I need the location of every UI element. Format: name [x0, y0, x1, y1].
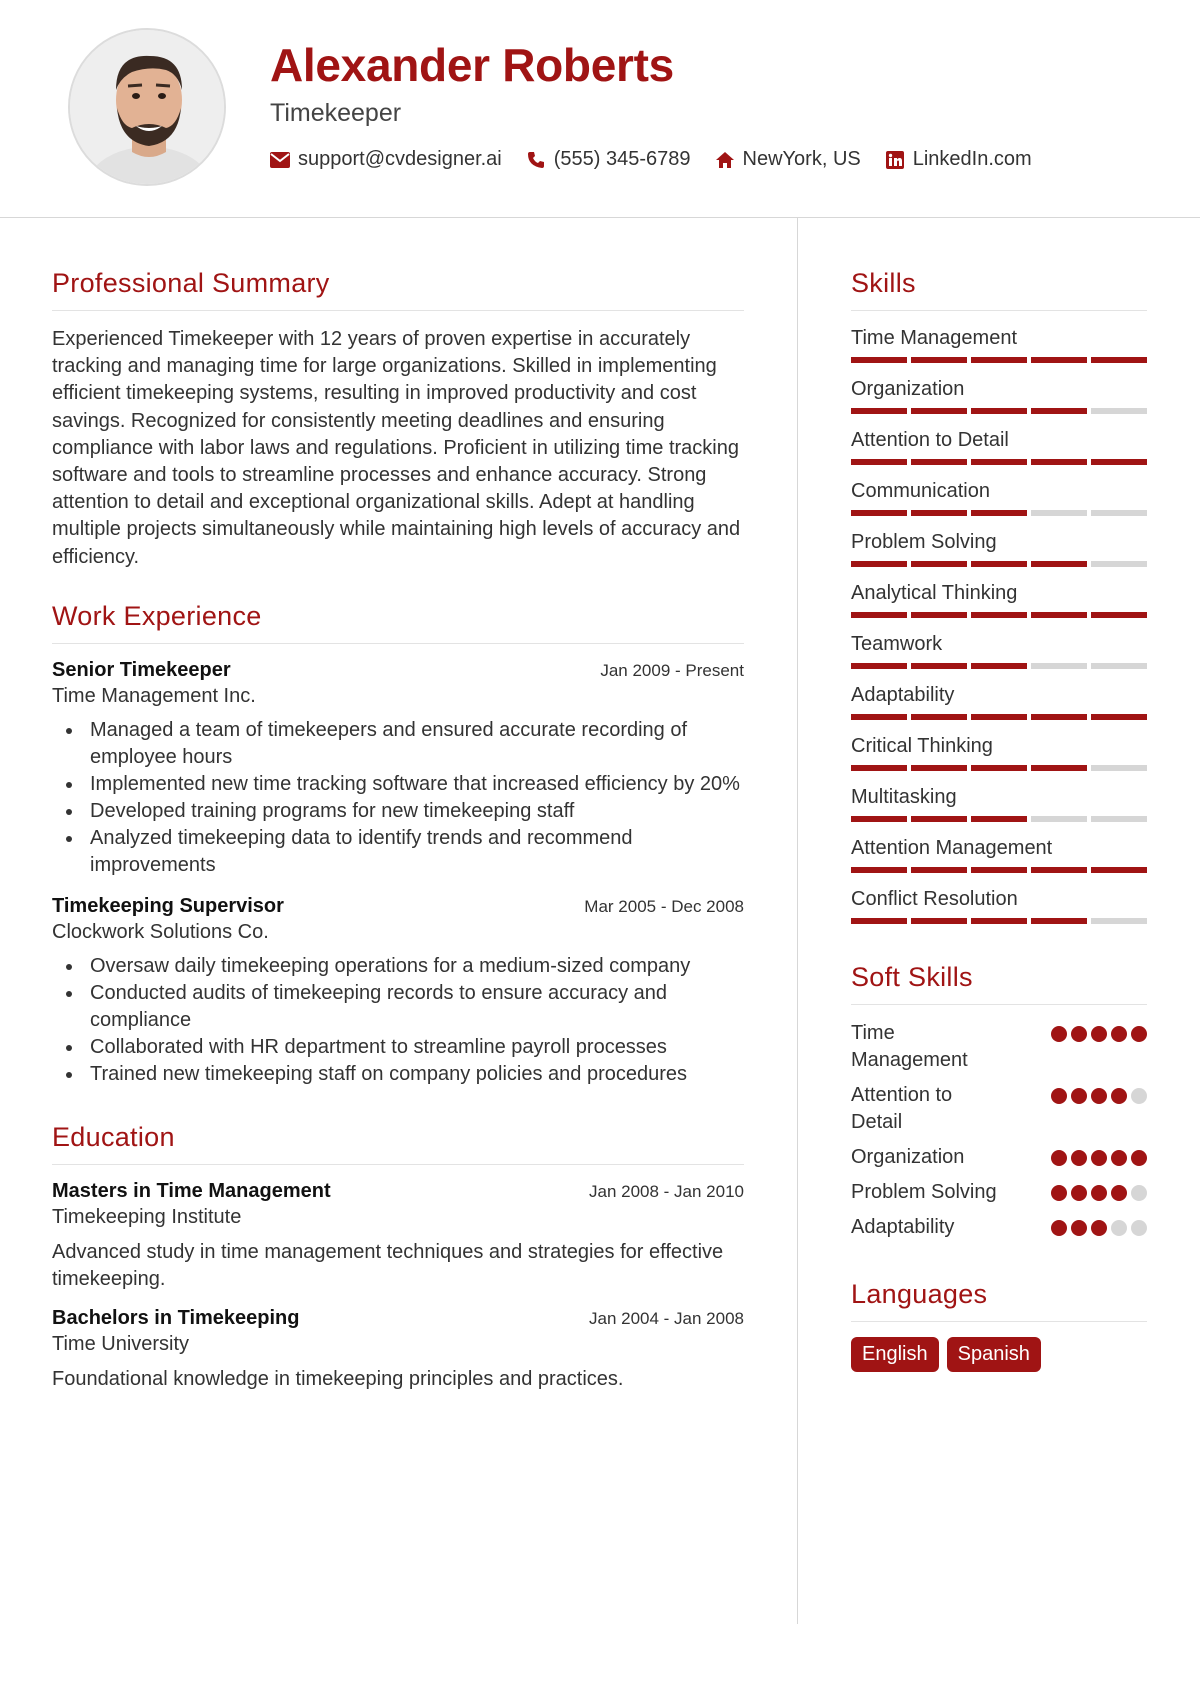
job-title: Timekeeping Supervisor	[52, 894, 284, 917]
degree-date: Jan 2008 - Jan 2010	[588, 1181, 744, 1201]
skill-name: Conflict Resolution	[851, 888, 1018, 910]
languages-list	[851, 1337, 1147, 1372]
skill-level-bar	[851, 765, 1147, 771]
skill-level-segment	[1091, 561, 1147, 567]
skill-level-segment	[1091, 867, 1147, 873]
rating-dot	[1051, 1150, 1067, 1166]
skill-name: Adaptability	[851, 684, 955, 706]
skill-name: Analytical Thinking	[851, 582, 1018, 604]
skill-level-segment	[971, 663, 1027, 669]
column-divider	[797, 218, 798, 1624]
skill-item	[851, 581, 1147, 618]
skill-level-segment	[1091, 408, 1147, 414]
skill-level-segment	[851, 714, 907, 720]
soft-skill-rating	[1047, 1026, 1147, 1042]
soft-skill-rating	[1047, 1088, 1147, 1104]
contact-location-text: NewYork, US	[742, 148, 861, 170]
rating-dot	[1131, 1220, 1147, 1236]
skill-level-segment	[1091, 459, 1147, 465]
rating-dot	[1111, 1220, 1127, 1236]
skill-level-segment	[1091, 765, 1147, 771]
rating-dot	[1131, 1150, 1147, 1166]
resume-header	[0, 0, 1200, 218]
candidate-name: Alexander Roberts	[270, 39, 674, 91]
skill-level-segment	[1031, 459, 1087, 465]
phone-icon	[526, 150, 546, 170]
skill-level-segment	[1031, 765, 1087, 771]
skill-item	[851, 683, 1147, 720]
skill-name: Organization	[851, 378, 965, 400]
skill-item	[851, 734, 1147, 771]
soft-skill-item	[851, 1020, 1147, 1074]
soft-skills-section	[851, 962, 1147, 1241]
soft-skill-name: Organization	[851, 1146, 965, 1168]
job-bullets	[52, 953, 744, 1088]
job-bullets	[52, 717, 744, 879]
rating-dot	[1111, 1088, 1127, 1104]
skill-level-segment	[1091, 357, 1147, 363]
rating-dot	[1131, 1185, 1147, 1201]
rating-dot	[1131, 1088, 1147, 1104]
soft-skill-rating	[1047, 1220, 1147, 1236]
skills-list	[851, 326, 1147, 924]
skill-level-segment	[1091, 918, 1147, 924]
rating-dot	[1091, 1150, 1107, 1166]
education-heading: Education	[52, 1122, 744, 1165]
soft-skill-name: Adaptability	[851, 1216, 955, 1238]
rating-dot	[1051, 1026, 1067, 1042]
skill-name: Problem Solving	[851, 531, 997, 553]
skill-level-segment	[971, 714, 1027, 720]
skill-level-segment	[851, 663, 907, 669]
rating-dot	[1091, 1026, 1107, 1042]
job-bullet: Managed a team of timekeepers and ensured accurate recording of employee hours	[52, 717, 744, 771]
soft-skill-name: Problem Solving	[851, 1181, 997, 1203]
job-date: Jan 2009 - Present	[600, 660, 744, 680]
skill-level-segment	[911, 510, 967, 516]
skill-level-segment	[851, 918, 907, 924]
rating-dot	[1131, 1026, 1147, 1042]
school-name: Time University	[52, 1332, 190, 1355]
skill-level-segment	[1091, 612, 1147, 618]
contact-location	[715, 148, 861, 171]
skill-level-segment	[971, 918, 1027, 924]
language-badge: English	[851, 1337, 939, 1372]
skill-item	[851, 530, 1147, 567]
skill-level-segment	[911, 867, 967, 873]
skill-level-segment	[971, 765, 1027, 771]
skill-level-segment	[851, 357, 907, 363]
skill-level-segment	[1031, 408, 1087, 414]
rating-dot	[1071, 1220, 1087, 1236]
degree-title: Masters in Time Management	[52, 1179, 331, 1202]
degree-description: Advanced study in time management techniques and strategies for effective timekeeping.	[52, 1240, 724, 1290]
job-title: Senior Timekeeper	[52, 658, 231, 681]
job-entry	[52, 895, 744, 1088]
rating-dot	[1071, 1185, 1087, 1201]
skill-name: Communication	[851, 480, 990, 502]
skill-level-bar	[851, 867, 1147, 873]
skill-level-bar	[851, 357, 1147, 363]
skill-level-segment	[1091, 663, 1147, 669]
skills-section	[851, 268, 1147, 924]
skill-level-segment	[1031, 357, 1087, 363]
skill-level-segment	[971, 816, 1027, 822]
home-icon	[715, 150, 735, 170]
skill-name: Multitasking	[851, 786, 957, 808]
skill-level-bar	[851, 918, 1147, 924]
skill-level-segment	[1031, 918, 1087, 924]
soft-skill-item	[851, 1144, 1147, 1171]
degree-date: Jan 2004 - Jan 2008	[588, 1308, 744, 1328]
skill-level-segment	[911, 357, 967, 363]
skill-level-bar	[851, 714, 1147, 720]
skill-level-bar	[851, 459, 1147, 465]
skill-level-segment	[911, 612, 967, 618]
soft-skill-rating	[1047, 1185, 1147, 1201]
rating-dot	[1111, 1185, 1127, 1201]
skill-item	[851, 479, 1147, 516]
skill-level-segment	[1031, 612, 1087, 618]
rating-dot	[1091, 1088, 1107, 1104]
rating-dot	[1071, 1088, 1087, 1104]
skill-item	[851, 785, 1147, 822]
skill-level-segment	[851, 612, 907, 618]
education-entry	[52, 1180, 744, 1293]
contact-email[interactable]	[270, 148, 502, 171]
profile-photo	[68, 28, 226, 186]
contact-bar	[270, 148, 1056, 171]
skill-level-segment	[1031, 816, 1087, 822]
rating-dot	[1111, 1150, 1127, 1166]
contact-phone-text: (555) 345-6789	[553, 148, 691, 170]
rating-dot	[1051, 1088, 1067, 1104]
skill-level-segment	[971, 510, 1027, 516]
skill-level-segment	[971, 408, 1027, 414]
skill-item	[851, 428, 1147, 465]
skill-level-bar	[851, 612, 1147, 618]
skill-level-segment	[911, 765, 967, 771]
rating-dot	[1091, 1185, 1107, 1201]
skill-level-segment	[911, 561, 967, 567]
skill-level-segment	[971, 561, 1027, 567]
skill-level-segment	[1031, 663, 1087, 669]
rating-dot	[1071, 1150, 1087, 1166]
education-entry	[52, 1307, 744, 1393]
soft-skill-item	[851, 1214, 1147, 1241]
skill-level-segment	[971, 357, 1027, 363]
skill-level-bar	[851, 510, 1147, 516]
linkedin-icon	[885, 150, 905, 170]
skill-level-segment	[911, 408, 967, 414]
skill-level-segment	[1031, 510, 1087, 516]
envelope-icon	[270, 150, 290, 170]
skill-level-segment	[1091, 510, 1147, 516]
skill-level-segment	[851, 816, 907, 822]
education-section	[52, 1122, 744, 1393]
job-bullet: Developed training programs for new timekeeping staff	[52, 798, 744, 825]
soft-skill-rating	[1047, 1150, 1147, 1166]
skill-level-segment	[911, 663, 967, 669]
soft-skills-list	[851, 1020, 1147, 1241]
skill-level-bar	[851, 408, 1147, 414]
skill-level-segment	[1031, 561, 1087, 567]
skill-level-segment	[971, 867, 1027, 873]
skill-item	[851, 836, 1147, 873]
rating-dot	[1051, 1185, 1067, 1201]
summary-text: Experienced Timekeeper with 12 years of proven expertise in accurately tracking and managing time for large organizations. Skilled in implementing efficient timekeeping systems, resulting in improved productivity and cost savings. Recognized for consistently meeting deadlines and ensuring compliance with labor laws and regulations. Proficient in utilizing time tracking software and tools to streamline processes and enhance accuracy. Strong attention to detail and exceptional organizational skills. Adept at handling multiple projects simultaneously while maintaining high levels of accuracy and efficiency.	[52, 328, 741, 568]
job-bullet: Analyzed timekeeping data to identify trends and recommend improvements	[52, 825, 744, 879]
experience-section	[52, 601, 744, 1088]
skill-level-segment	[851, 510, 907, 516]
skill-level-segment	[851, 459, 907, 465]
skill-level-bar	[851, 561, 1147, 567]
skill-name: Attention to Detail	[851, 429, 1009, 451]
contact-linkedin[interactable]	[885, 148, 1032, 171]
skill-item	[851, 632, 1147, 669]
skill-level-bar	[851, 816, 1147, 822]
summary-heading: Professional Summary	[52, 268, 744, 311]
skill-level-segment	[851, 408, 907, 414]
skill-level-segment	[971, 459, 1027, 465]
skill-name: Critical Thinking	[851, 735, 993, 757]
skill-level-segment	[971, 612, 1027, 618]
job-company: Clockwork Solutions Co.	[52, 920, 269, 943]
skill-level-segment	[1031, 714, 1087, 720]
skills-heading: Skills	[851, 268, 1147, 311]
job-date: Mar 2005 - Dec 2008	[584, 896, 744, 916]
job-bullet: Conducted audits of timekeeping records to ensure accuracy and compliance	[52, 980, 744, 1034]
job-company: Time Management Inc.	[52, 684, 256, 707]
language-badge: Spanish	[947, 1337, 1041, 1372]
job-entry	[52, 659, 744, 879]
skill-level-segment	[911, 918, 967, 924]
skill-level-segment	[911, 459, 967, 465]
degree-title: Bachelors in Timekeeping	[52, 1306, 300, 1329]
skill-level-segment	[911, 714, 967, 720]
soft-skills-heading: Soft Skills	[851, 962, 1147, 1005]
skill-item	[851, 377, 1147, 414]
skill-level-segment	[1031, 867, 1087, 873]
rating-dot	[1051, 1220, 1067, 1236]
rating-dot	[1111, 1026, 1127, 1042]
job-bullet: Implemented new time tracking software that increased efficiency by 20%	[52, 771, 744, 798]
soft-skill-name: Time Management	[851, 1022, 968, 1071]
contact-email-text: support@cvdesigner.ai	[298, 148, 502, 170]
job-bullet: Collaborated with HR department to streamline payroll processes	[52, 1034, 744, 1061]
skill-level-segment	[1091, 714, 1147, 720]
skill-level-segment	[1091, 816, 1147, 822]
experience-heading: Work Experience	[52, 601, 744, 644]
contact-linkedin-text: LinkedIn.com	[912, 148, 1032, 170]
summary-section	[52, 268, 744, 571]
job-bullet: Oversaw daily timekeeping operations for a medium-sized company	[52, 953, 744, 980]
skill-item	[851, 326, 1147, 363]
skill-name: Teamwork	[851, 633, 943, 655]
soft-skill-item	[851, 1082, 1147, 1136]
sidebar-column	[851, 218, 1147, 1372]
languages-heading: Languages	[851, 1279, 1147, 1322]
candidate-title: Timekeeper	[270, 99, 402, 127]
degree-description: Foundational knowledge in timekeeping principles and practices.	[52, 1367, 624, 1390]
skill-level-segment	[851, 867, 907, 873]
languages-section	[851, 1279, 1147, 1372]
main-column	[52, 218, 744, 1393]
job-bullet: Trained new timekeeping staff on company policies and procedures	[52, 1061, 744, 1088]
school-name: Timekeeping Institute	[52, 1205, 242, 1228]
soft-skill-name: Attention to Detail	[851, 1084, 953, 1133]
rating-dot	[1091, 1220, 1107, 1236]
skill-level-bar	[851, 663, 1147, 669]
rating-dot	[1071, 1026, 1087, 1042]
skill-level-segment	[851, 561, 907, 567]
soft-skill-item	[851, 1179, 1147, 1206]
contact-phone[interactable]	[526, 148, 691, 171]
skill-name: Attention Management	[851, 837, 1053, 859]
skill-level-segment	[911, 816, 967, 822]
skill-item	[851, 887, 1147, 924]
skill-name: Time Management	[851, 327, 1017, 349]
skill-level-segment	[851, 765, 907, 771]
